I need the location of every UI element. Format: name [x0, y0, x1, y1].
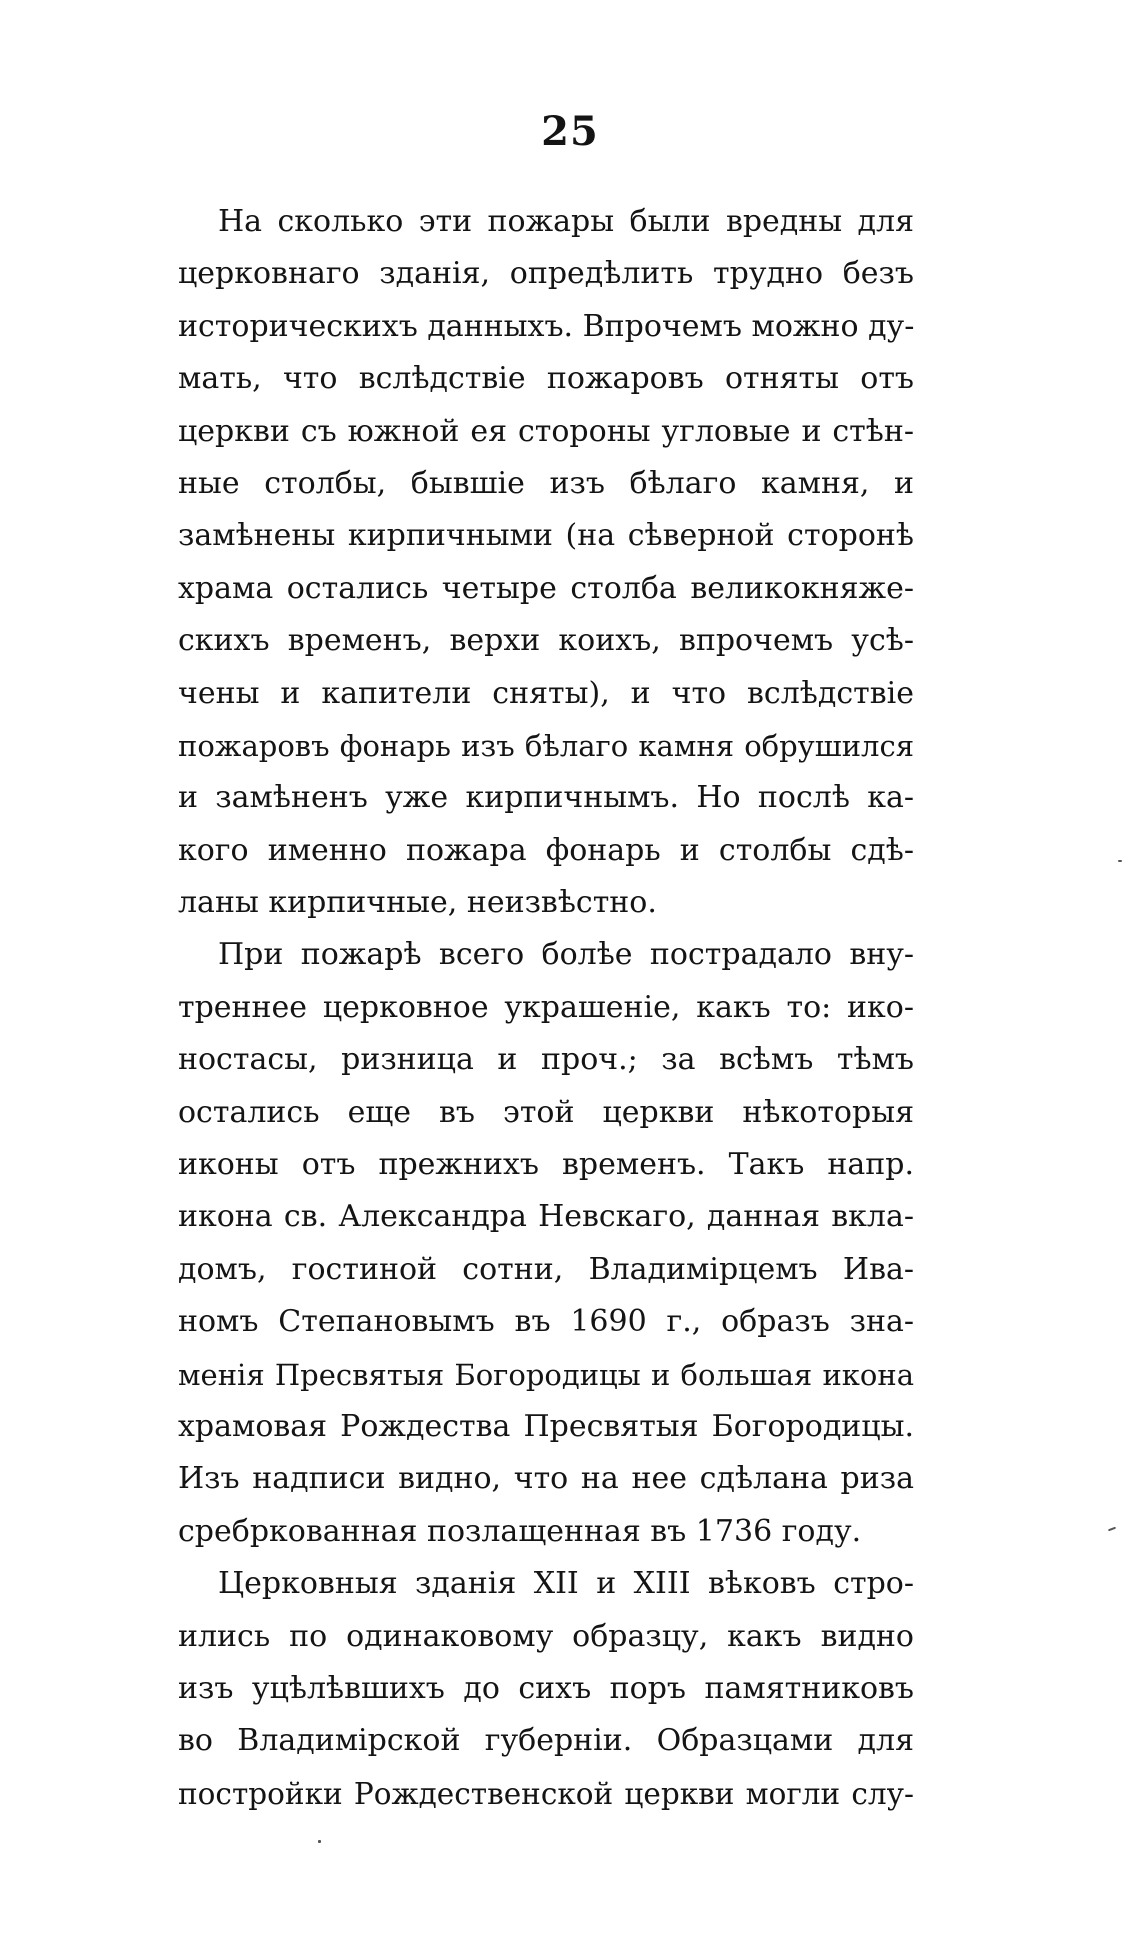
text-line: мать, что вслѣдствіе пожаровъ отняты отъ: [178, 361, 914, 397]
text-line: во Владимірской губерніи. Образцами для: [178, 1723, 914, 1759]
text-line: сребркованная позлащенная въ 1736 году.: [178, 1513, 862, 1549]
text-line: Изъ надписи видно, что на нее сдѣлана риза: [178, 1461, 914, 1497]
print-speck: [318, 1840, 321, 1843]
text-line: историческихъ данныхъ. Впрочемъ можно ду-: [178, 308, 915, 344]
paragraph-3: [178, 1558, 914, 1820]
text-line: и замѣненъ уже кирпичнымъ. Но послѣ ка-: [178, 780, 914, 816]
text-line: иконы отъ прежнихъ временъ. Такъ напр.: [178, 1147, 914, 1183]
paragraph-1: [178, 196, 914, 929]
text-line: церковнаго зданія, опредѣлить трудно безъ: [178, 256, 914, 292]
text-line: На сколько эти пожары были вредны для: [218, 204, 914, 239]
text-line: менія Пресвятыя Богородицы и большая икона: [178, 1357, 914, 1392]
text-line: изъ уцѣлѣвшихъ до сихъ поръ памятниковъ: [178, 1670, 914, 1706]
text-line: ланы кирпичные, неизвѣстно.: [178, 885, 657, 921]
text-line: домъ, гостиной сотни, Владимірцемъ Ива-: [178, 1251, 914, 1287]
text-line: Церковныя зданія XII и XIII вѣковъ стро-: [218, 1566, 914, 1602]
text-line: ностасы, ризница и проч.; за всѣмъ тѣмъ: [178, 1042, 914, 1078]
print-speck: [1118, 860, 1122, 862]
text-line: номъ Степановымъ въ 1690 г., образъ зна-: [178, 1304, 914, 1340]
text-line: храма остались четыре столба великокняже-: [178, 570, 914, 606]
text-line: постройки Рождественской церкви могли слу-: [178, 1776, 914, 1811]
text-line: ные столбы, бывшіе изъ бѣлаго камня, и: [178, 465, 914, 501]
text-line: чены и капители сняты), и что вслѣдствіе: [178, 675, 914, 711]
text-line: ились по одинаковому образцу, какъ видно: [178, 1618, 914, 1654]
text-line: замѣнены кирпичными (на сѣверной сторонѣ: [178, 518, 914, 554]
body-text: [178, 196, 914, 1820]
text-line: При пожарѣ всего болѣе пострадало вну-: [218, 937, 914, 973]
text-line: треннее церковное украшеніе, какъ то: ико-: [178, 989, 914, 1025]
text-line: кого именно пожара фонарь и столбы сдѣ-: [178, 832, 914, 868]
text-line: пожаровъ фонарь изъ бѣлаго камня обрушился: [178, 728, 914, 763]
text-line: икона св. Александра Невскаго, данная вкла-: [178, 1199, 914, 1235]
print-speck: [1108, 1527, 1116, 1532]
page-number: 25: [541, 108, 599, 155]
text-line: храмовая Рождества Пресвятыя Богородицы.: [178, 1408, 914, 1444]
text-line: скихъ временъ, верхи коихъ, впрочемъ усѣ-: [178, 623, 914, 659]
text-line: церкви съ южной ея стороны угловые и стѣн-: [178, 413, 914, 449]
paragraph-2: [178, 929, 914, 1558]
text-line: остались еще въ этой церкви нѣкоторыя: [178, 1094, 914, 1130]
